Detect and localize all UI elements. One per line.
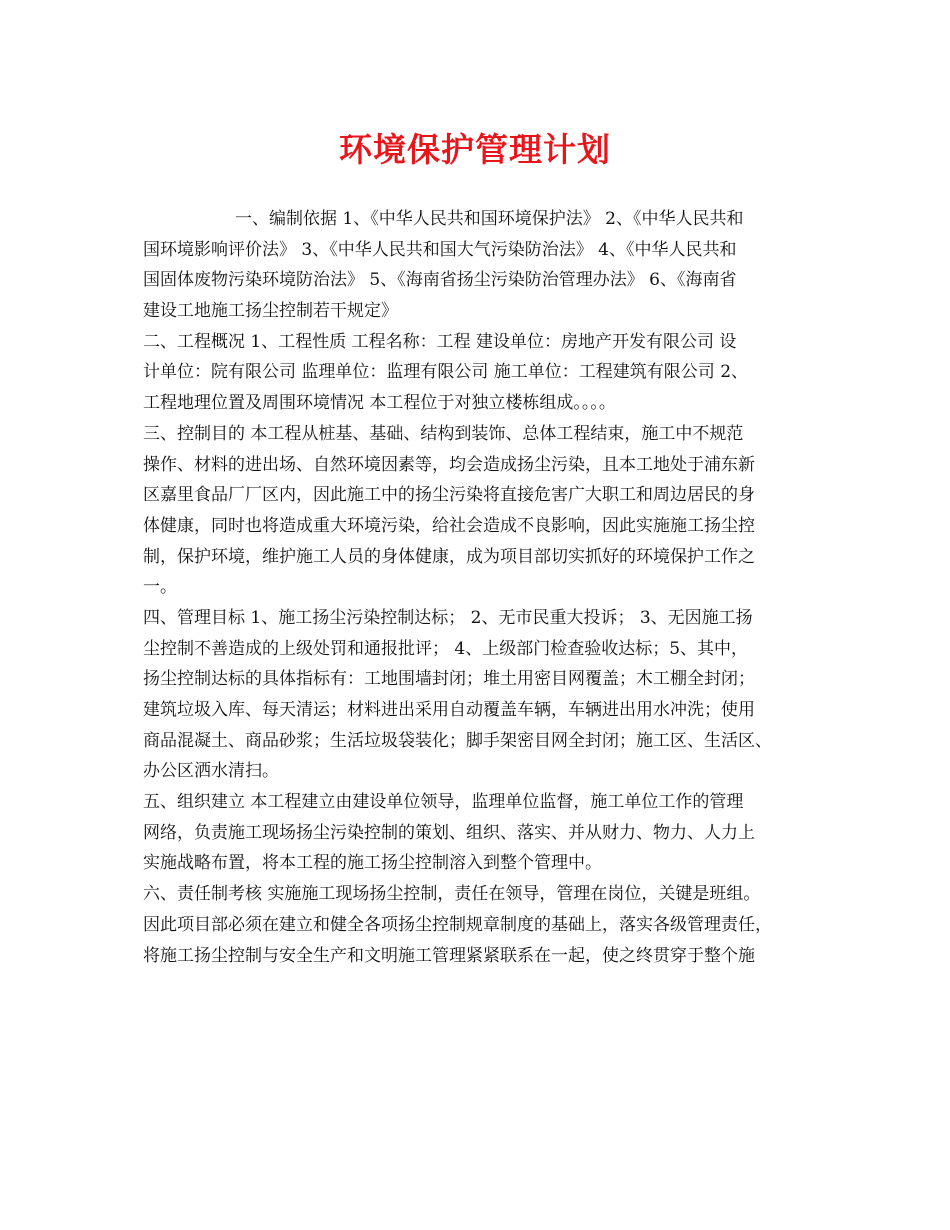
body-line: 制，保护环境，维护施工人员的身体健康，成为项目部切实抓好的环境保护工作之 [143,546,755,567]
body-line: 二、工程概况 1、工程性质 工程名称：工程 建设单位：房地产开发有限公司 设 [143,331,737,352]
body-line: 国固体废物污染环境防治法》 5、《海南省扬尘污染防治管理办法》 6、《海南省 [143,270,737,291]
body-line: 四、管理目标 1、施工扬尘污染控制达标； 2、无市民重大投诉； 3、无因施工扬 [143,607,753,628]
body-line: 办公区洒水清扫。 [143,761,279,782]
document-title: 环境保护管理计划 [339,130,611,169]
body-line: 国环境影响评价法》 3、《中华人民共和国大气污染防治法》 4、《中华人民共和 [143,239,737,260]
body-line: 三、控制目的 本工程从桩基、基础、结构到装饰、总体工程结束，施工中不规范 [143,423,744,444]
body-line: 操作、材料的进出场、自然环境因素等，均会造成扬尘污染，且本工地处于浦东新 [143,454,755,475]
body-line: 计单位：院有限公司 监理单位：监理有限公司 施工单位：工程建筑有限公司 2、 [143,362,749,383]
document-body [143,204,813,971]
body-line: 尘控制不善造成的上级处罚和通报批评； 4、上级部门检查验收达标；5、其中， [143,638,749,659]
body-line: 工程地理位置及周围环境情况 本工程位于对独立楼栋组成。。。。 [143,393,616,414]
body-line: 建筑垃圾入库、每天清运；材料进出采用自动覆盖车辆，车辆进出用水冲洗；使用 [143,700,755,720]
body-line: 网络，负责施工现场扬尘污染控制的策划、组织、落实、并从财力、物力、人力上 [143,822,755,843]
body-line: 商品混凝土、商品砂浆；生活垃圾袋装化；脚手架密目网全封闭；施工区、生活区、 [143,730,772,751]
body-line: 一。 [143,577,177,598]
body-line: 体健康，同时也将造成重大环境污染，给社会造成不良影响，因此实施施工扬尘控 [143,515,755,536]
body-line: 实施战略布置，将本工程的施工扬尘控制溶入到整个管理中。 [143,853,602,874]
body-line: 因此项目部必须在建立和健全各项扬尘控制规章制度的基础上，落实各级管理责任， [143,914,772,935]
body-line: 扬尘控制达标的具体指标有：工地围墙封闭；堆土用密目网覆盖；木工棚全封闭； [143,669,755,690]
body-line: 五、组织建立 本工程建立由建设单位领导，监理单位监督，施工单位工作的管理 [143,792,744,813]
body-line: 六、责任制考核 实施施工现场扬尘控制，责任在领导，管理在岗位，关键是班组。 [143,884,761,905]
body-line: 建设工地施工扬尘控制若干规定》 [143,301,398,322]
body-line: 一、编制依据 1、《中华人民共和国环境保护法》 2、《中华人民共和 [235,209,744,229]
body-line: 将施工扬尘控制与安全生产和文明施工管理紧紧联系在一起，使之终贯穿于整个施 [143,945,755,966]
body-line: 区嘉里食品厂厂区内，因此施工中的扬尘污染将直接危害广大职工和周边居民的身 [143,485,755,506]
